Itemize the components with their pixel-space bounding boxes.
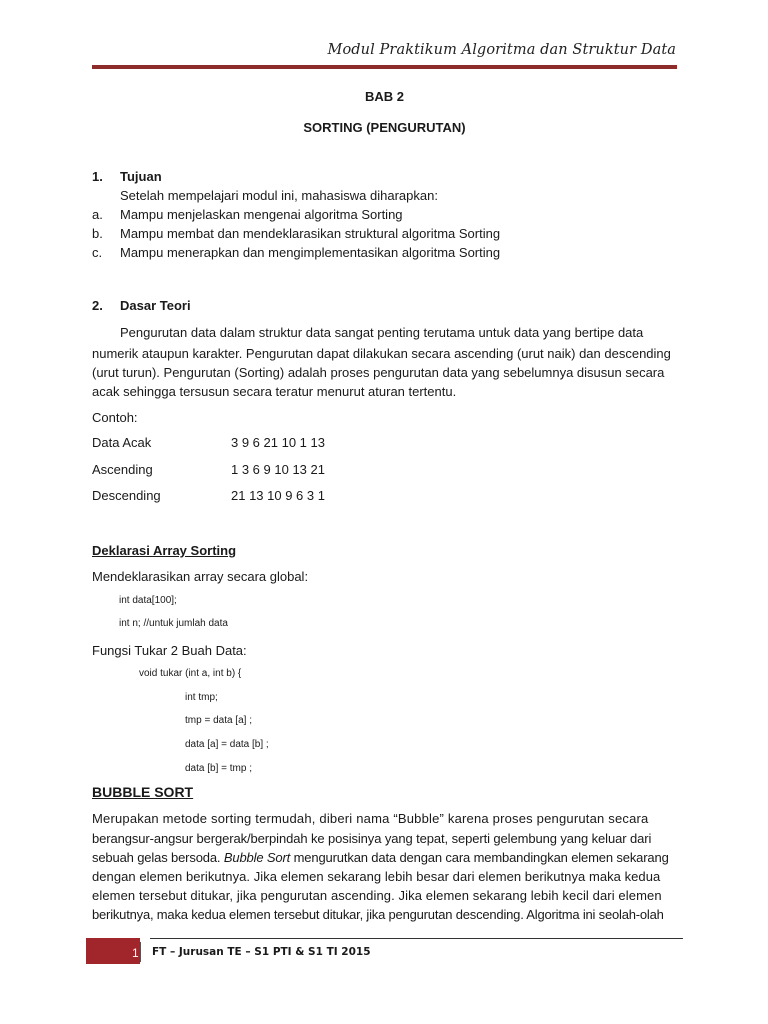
code-line: void tukar (int a, int b) {	[139, 668, 242, 679]
example-label: Contoh:	[92, 410, 138, 425]
code-line: int n; //untuk jumlah data	[119, 618, 228, 629]
section-number: 1.	[92, 169, 103, 184]
bubble-sort-heading: BUBBLE SORT	[92, 784, 194, 800]
paragraph-line: berangsur-angsur bergerak/berpindah ke posisinya yang tepat, seperti gelembung yang keluar dari	[92, 831, 652, 846]
paragraph-line: numerik ataupun karakter. Pengurutan dapat dilakukan secara ascending (urut naik) dan descending	[92, 346, 671, 361]
code-line: int data[100];	[119, 595, 177, 606]
footer-separator	[140, 942, 141, 962]
paragraph-emphasis: Bubble Sort	[223, 850, 291, 865]
footer-rule	[150, 938, 683, 939]
tujuan-intro: Setelah mempelajari modul ini, mahasiswa diharapkan:	[120, 188, 438, 203]
example-row-label: Descending	[92, 488, 161, 503]
list-item: Mampu menerapkan dan mengimplementasikan algoritma Sorting	[120, 245, 501, 260]
example-row-label: Data Acak	[92, 435, 152, 450]
chapter-number: BAB 2	[364, 89, 404, 104]
chapter-title: SORTING (PENGURUTAN)	[303, 120, 466, 135]
section-number: 2.	[92, 298, 103, 313]
declaration-label: Mendeklarasikan array secara global:	[92, 569, 309, 584]
code-line: data [b] = tmp ;	[185, 763, 252, 774]
example-row-values: 1 3 6 9 10 13 21	[231, 462, 325, 477]
paragraph-line: berikutnya, maka kedua elemen tersebut ditukar, jika pengurutan descending. Algoritma ini seolah-olah	[92, 907, 664, 922]
list-marker: c.	[92, 245, 103, 260]
example-row-values: 21 13 10 9 6 3 1	[231, 488, 325, 503]
example-row-label: Ascending	[92, 462, 153, 477]
paragraph-line: acak sehingga tersusun secara teratur menurut aturan tertentu.	[92, 384, 457, 399]
list-item: Mampu membat dan mendeklarasikan struktural algoritma Sorting	[120, 226, 501, 241]
paragraph-line: Merupakan metode sorting termudah, diberi nama “Bubble” karena proses pengurutan secara	[92, 811, 649, 826]
section-heading: Tujuan	[120, 169, 162, 184]
example-row	[92, 435, 492, 454]
footer-text: FT – Jurusan TE – S1 PTI & S1 TI 2015	[152, 946, 371, 958]
running-header: Modul Praktikum Algoritma dan Struktur Data	[327, 42, 676, 58]
paragraph-line: dengan elemen berikutnya. Jika elemen sekarang lebih besar dari elemen berikutnya maka kedua	[92, 869, 661, 884]
list-item: Mampu menjelaskan mengenai algoritma Sorting	[120, 207, 403, 222]
code-line: tmp = data [a] ;	[185, 715, 252, 726]
list-marker: b.	[92, 226, 103, 241]
example-row	[92, 462, 492, 481]
list-marker: a.	[92, 207, 103, 222]
paragraph-text: mengurutkan data dengan cara membandingkan elemen sekarang	[290, 850, 669, 865]
paragraph-line: elemen tersebut ditukar, jika pengurutan ascending. Jika elemen sekarang lebih kecil dari elemen	[92, 888, 662, 903]
paragraph-text: sebuah gelas bersoda.	[92, 850, 224, 865]
page-number: 1	[132, 946, 139, 960]
paragraph-line: Pengurutan data dalam struktur data sangat penting terutama untuk data yang bertipe data	[120, 325, 644, 340]
header-rule	[92, 65, 677, 69]
paragraph-line-mixed	[92, 848, 677, 867]
paragraph-line: (urut turun). Pengurutan (Sorting) adalah proses pengurutan data yang sebelumnya disusun secara	[92, 365, 665, 380]
code-line: data [a] = data [b] ;	[185, 739, 269, 750]
example-row-values: 3 9 6 21 10 1 13	[231, 435, 325, 450]
code-line: int tmp;	[185, 692, 218, 703]
example-row	[92, 488, 492, 507]
subsection-heading: Deklarasi Array Sorting	[92, 543, 237, 558]
swap-label: Fungsi Tukar 2 Buah Data:	[92, 643, 247, 658]
section-heading: Dasar Teori	[120, 298, 191, 313]
